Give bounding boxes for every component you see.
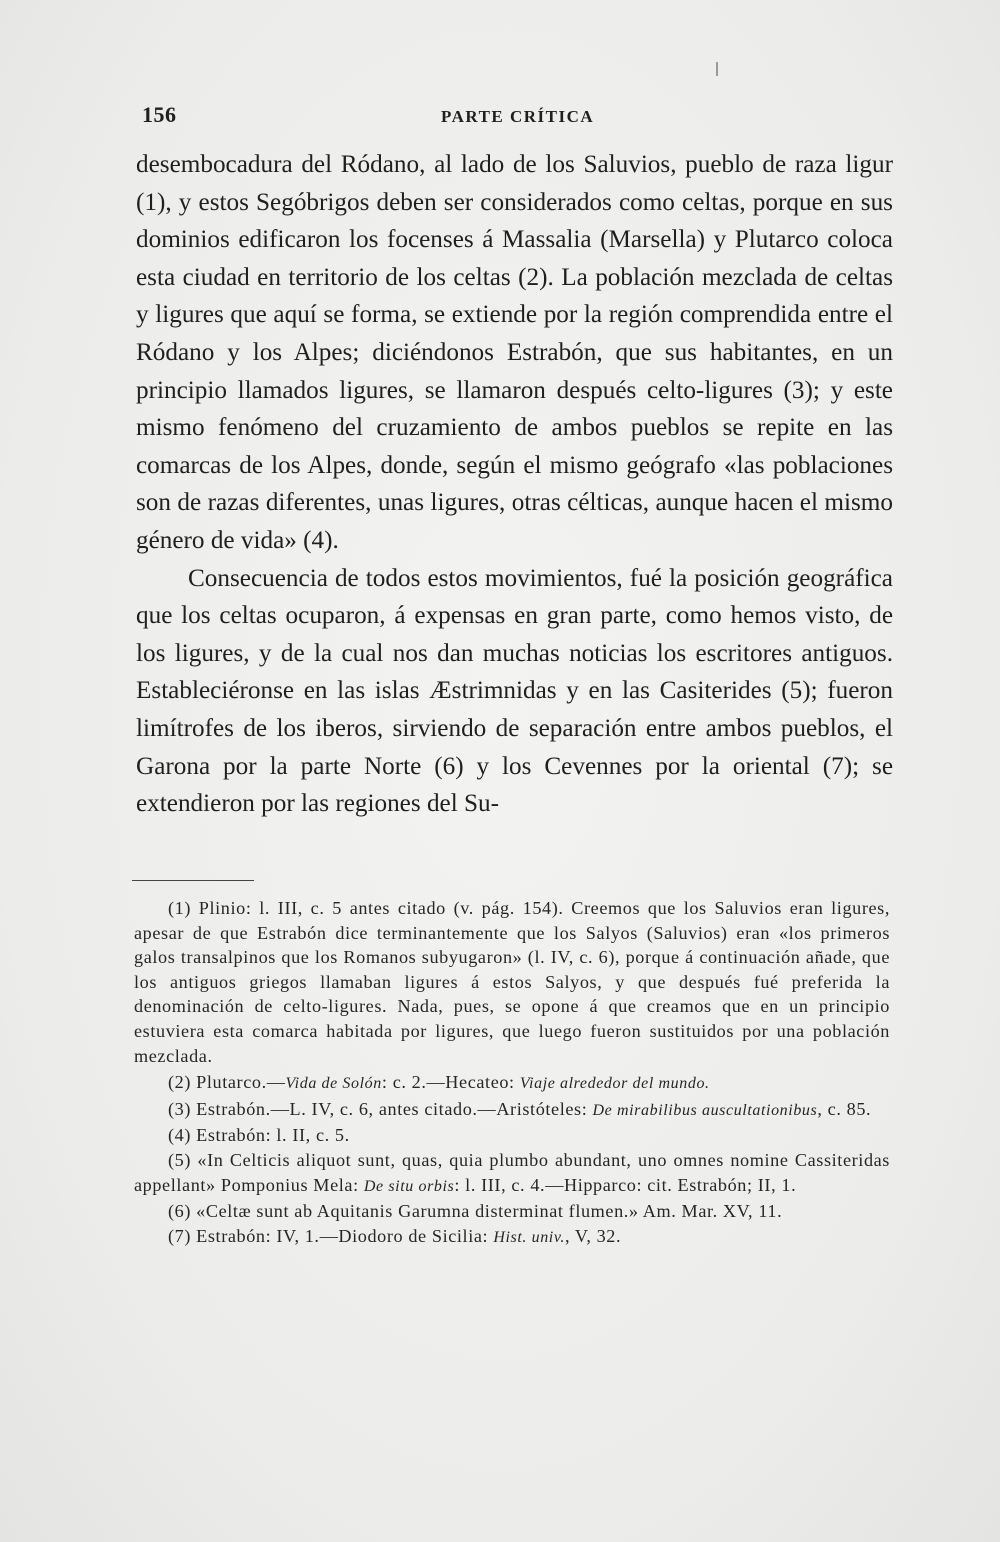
footnote-7: (7) Estrabón: IV, 1.—Diodoro de Sicilia: Hist. univ., V, 32.	[168, 1225, 622, 1246]
paper-blemish	[716, 62, 718, 76]
main-text	[136, 146, 893, 823]
footnote-1: (1) Plinio: l. III, c. 5 antes citado (v. pág. 154). Creemos que los Saluvios eran ligures, apesar de que Estrabón dice terminantemente que los Salyos (Saluvios) eran «los primeros galos transalpinos que los Romanos subyugaron» (l. IV, c. 6), porque á continuación añade, que los antiguos griegos llamaban ligures á estos Salyos, y que después fué preferida la denominación de celto-ligures. Nada, pues, se opone á que creamos que en un principio estuviera esta comarca habitada por ligures, que luego fueron sustituidos por una población mezclada.	[134, 898, 890, 1066]
footnote-4: (4) Estrabón: l. II, c. 5.	[168, 1125, 350, 1146]
page-number: 156	[142, 102, 177, 127]
paragraph: desembocadura del Ródano, al lado de los Saluvios, pueblo de raza ligur (1), y estos Segóbrigos deben ser considerados como celtas, porque en sus dominios edificaron los focenses á Massalia (Marsella) y Plutarco coloca esta ciudad en territorio de los celtas (2). La población mezclada de celtas y ligures que aquí se forma, se extiende por la región comprendida entre el Ródano y los Alpes; diciéndonos Estrabón, que sus habitantes, en un principio llamados ligures, se llamaron después celto-ligures (3); y este mismo fenómeno del cruzamiento de ambos pueblos se repite en las comarcas de los Alpes, donde, según el mismo geógrafo «las poblaciones son de razas diferentes, unas ligures, otras célticas, aunque hacen el mismo género de vida» (4).	[136, 151, 893, 554]
running-head	[134, 102, 894, 132]
footnote-2: (2) Plutarco.—Vida de Solón: c. 2.—Hecateo: Viaje alrededor del mundo.	[168, 1072, 710, 1093]
footnote-3: (3) Estrabón.—L. IV, c. 6, antes citado.—Aristóteles: De mirabilibus auscultationibus, c. 85.	[168, 1098, 872, 1119]
section-title: PARTE CRÍTICA	[441, 107, 595, 126]
footnotes	[134, 896, 890, 1250]
paragraph: Consecuencia de todos estos movimientos, fué la posición geográfica que los celtas ocuparon, á expensas en gran parte, como hemos visto, de los ligures, y de la cual nos dan muchas noticias los escritores antiguos. Estableciéronse en las islas Æstrimnidas y en las Casiterides (5); fueron limítrofes de los iberos, sirviendo de separación entre ambos pueblos, el Garona por la parte Norte (6) y los Cevennes por la oriental (7); se extendieron por las regiones del Su-	[136, 564, 893, 818]
footnote-5: (5) «In Celticis aliquot sunt, quas, quia plumbo abundant, uno omnes nomine Cassiteridas appellant» Pomponius Mela: De situ orbis: l. III, c. 4.—Hipparco: cit. Estrabón; II, 1.	[134, 1149, 890, 1195]
footnote-divider	[132, 880, 254, 881]
footnote-6: (6) «Celtæ sunt ab Aquitanis Garumna disterminat flumen.» Am. Mar. XV, 11.	[168, 1201, 783, 1222]
